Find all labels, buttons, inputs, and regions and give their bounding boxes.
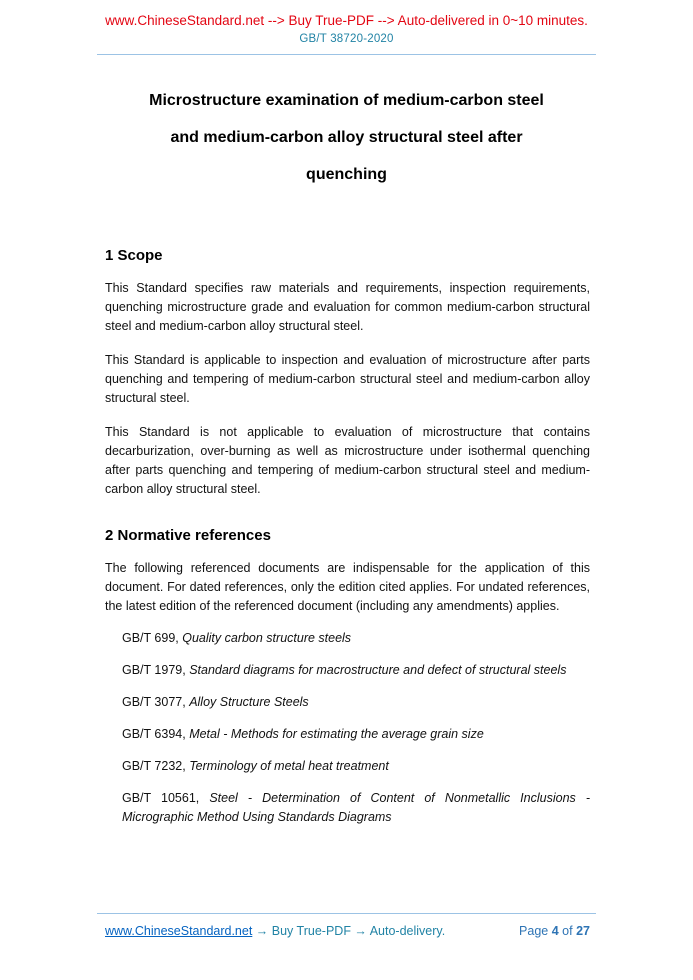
page-of-label: of bbox=[562, 924, 573, 938]
reference-item bbox=[122, 629, 590, 648]
footer-promo bbox=[105, 924, 445, 938]
reference-item bbox=[122, 661, 590, 680]
reference-code: GB/T 3077, bbox=[122, 695, 186, 709]
reference-title: Terminology of metal heat treatment bbox=[189, 759, 389, 773]
reference-title: Alloy Structure Steels bbox=[189, 695, 309, 709]
scope-paragraph: This Standard is applicable to inspection and evaluation of microstructure after parts quenching and tempering of medium-carbon structural steel and medium-carbon alloy structural steel. bbox=[105, 353, 590, 405]
page-indicator bbox=[519, 924, 590, 938]
reference-item bbox=[122, 725, 590, 744]
section-heading-normative-references: 2 Normative references bbox=[105, 527, 271, 544]
normative-intro-paragraph: The following referenced documents are indispensable for the application of this document. For dated references, only the edition cited applies. For undated references, the latest edition of the referenced document (including any amendments) applies. bbox=[105, 561, 590, 613]
reference-item bbox=[122, 693, 590, 712]
reference-code: GB/T 7232, bbox=[122, 759, 186, 773]
footer-tagline: → Buy True-PDF → Auto-delivery. bbox=[255, 924, 446, 938]
scope-paragraph: This Standard is not applicable to evaluation of microstructure that contains decarburization, over-burning as well as microstructure under isothermal quenching after parts quenching and tempering of medium-carbon structural steel and medium-carbon alloy structural steel. bbox=[105, 425, 590, 496]
page-total: 27 bbox=[576, 924, 590, 938]
document-title-line: and medium-carbon alloy structural steel after bbox=[170, 129, 523, 146]
reference-code: GB/T 10561, bbox=[122, 791, 200, 805]
document-title bbox=[0, 82, 693, 193]
reference-title: Standard diagrams for macrostructure and defect of structural steels bbox=[189, 663, 567, 677]
document-title-line: quenching bbox=[306, 166, 387, 183]
reference-code: GB/T 6394, bbox=[122, 727, 186, 741]
footer-site-link[interactable]: www.ChineseStandard.net bbox=[105, 924, 253, 938]
document-title-line: Microstructure examination of medium-carbon steel bbox=[149, 92, 544, 109]
reference-item bbox=[122, 789, 590, 827]
page-header bbox=[0, 0, 693, 55]
reference-title: Quality carbon structure steels bbox=[182, 631, 352, 645]
document-body bbox=[0, 247, 693, 827]
reference-title: Steel - Determination of Content of Nonmetallic Inclusions - Micrographic Method Using Standards Diagrams bbox=[122, 791, 590, 824]
section-heading-scope: 1 Scope bbox=[105, 247, 163, 264]
footer-divider bbox=[97, 913, 596, 914]
page-footer bbox=[0, 904, 693, 938]
promo-banner[interactable]: www.ChineseStandard.net --> Buy True-PDF --> Auto-delivered in 0~10 minutes. bbox=[105, 13, 588, 28]
header-divider bbox=[97, 54, 596, 55]
scope-paragraph: This Standard specifies raw materials and requirements, inspection requirements, quenching microstructure grade and evaluation for common medium-carbon structural steel and medium-carbon alloy structural steel. bbox=[105, 281, 590, 333]
page-label: Page bbox=[519, 924, 549, 938]
reference-title: Metal - Methods for estimating the average grain size bbox=[189, 727, 484, 741]
reference-code: GB/T 1979, bbox=[122, 663, 186, 677]
reference-code: GB/T 699, bbox=[122, 631, 179, 645]
page-current: 4 bbox=[551, 924, 559, 938]
reference-item bbox=[122, 757, 590, 776]
standard-number: GB/T 38720-2020 bbox=[299, 33, 394, 45]
